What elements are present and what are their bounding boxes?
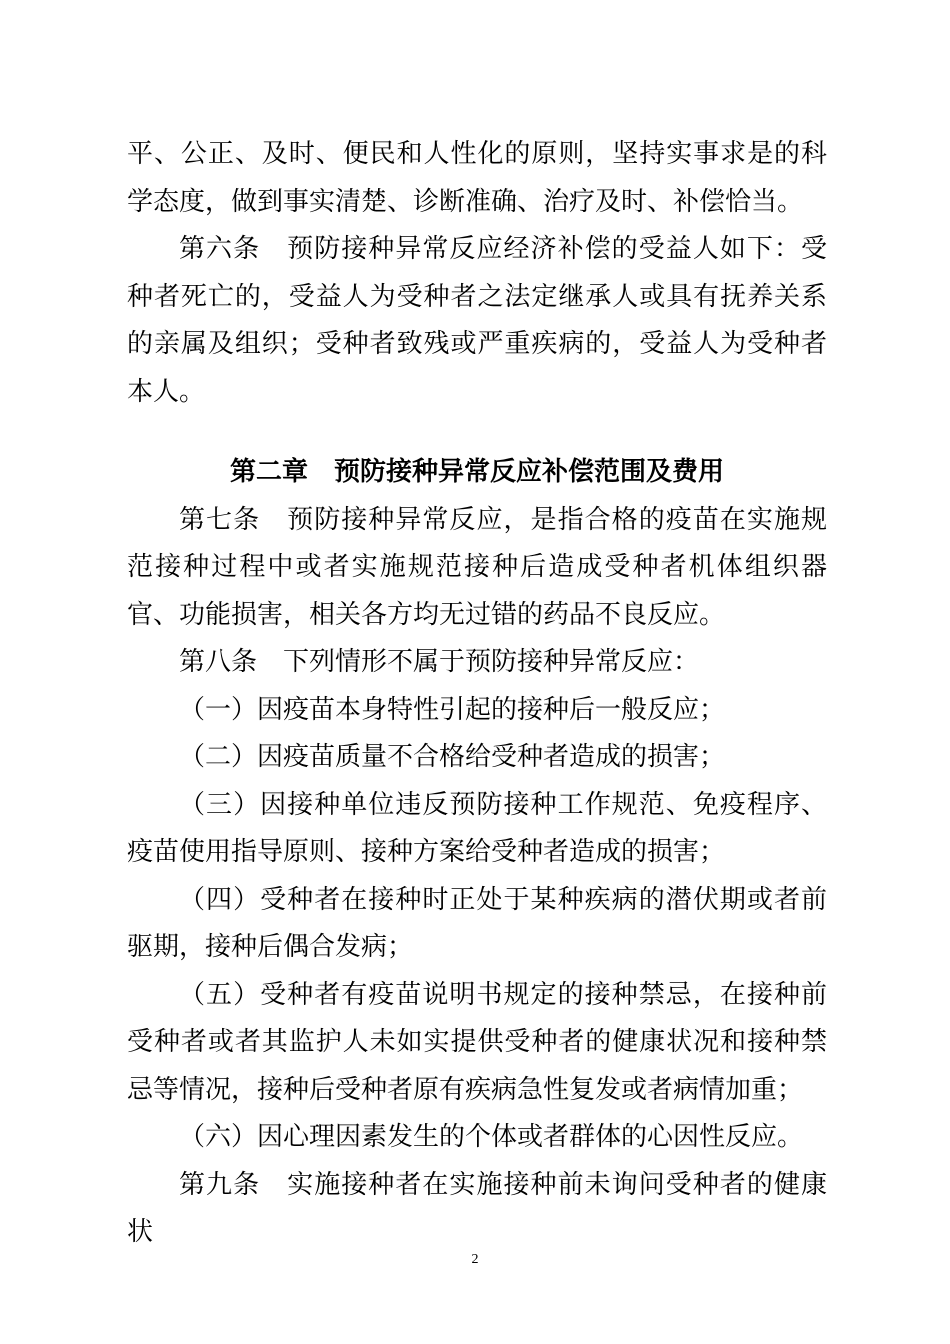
page-number: 2 — [471, 1252, 479, 1267]
paragraph-continuation: 平、公正、及时、便民和人性化的原则，坚持实事求是的科学态度，做到事实清楚、诊断准确、治疗及时、补偿恰当。 — [127, 139, 827, 217]
list-item-3: （三）因接种单位违反预防接种工作规范、免疫程序、疫苗使用指导原则、接种方案给受种者造成的损害； — [127, 789, 827, 867]
chapter-heading: 第二章 预防接种异常反应补偿范围及费用 — [229, 457, 724, 487]
article-7-paragraph: 第七条 预防接种异常反应，是指合格的疫苗在实施规范接种过程中或者实施规范接种后造成受种者机体组织器官、功能损害，相关各方均无过错的药品不良反应。 — [127, 504, 827, 630]
list-item-2: （二）因疫苗质量不合格给受种者造成的损害； — [179, 742, 726, 772]
article-9-paragraph: 第九条 实施接种者在实施接种前未询问受种者的健康状 — [127, 1169, 827, 1247]
document-body — [127, 131, 827, 1257]
article-6-paragraph: 第六条 预防接种异常反应经济补偿的受益人如下：受种者死亡的，受益人为受种者之法定继承人或具有抚养关系的亲属及组织；受种者致残或严重疾病的，受益人为受种者本人。 — [127, 234, 827, 407]
list-item-5: （五）受种者有疫苗说明书规定的接种禁忌，在接种前受种者或者其监护人未如实提供受种者的健康状况和接种禁忌等情况，接种后受种者原有疾病急性复发或者病情加重； — [127, 979, 827, 1105]
list-item-6: （六）因心理因素发生的个体或者群体的心因性反应。 — [179, 1122, 804, 1152]
article-8-paragraph: 第八条 下列情形不属于预防接种异常反应： — [179, 647, 700, 677]
section-gap — [127, 416, 827, 449]
list-item-1: （一）因疫苗本身特性引起的接种后一般反应； — [179, 694, 726, 725]
list-item-4: （四）受种者在接种时正处于某种疾病的潜伏期或者前驱期，接种后偶合发病； — [127, 884, 827, 962]
